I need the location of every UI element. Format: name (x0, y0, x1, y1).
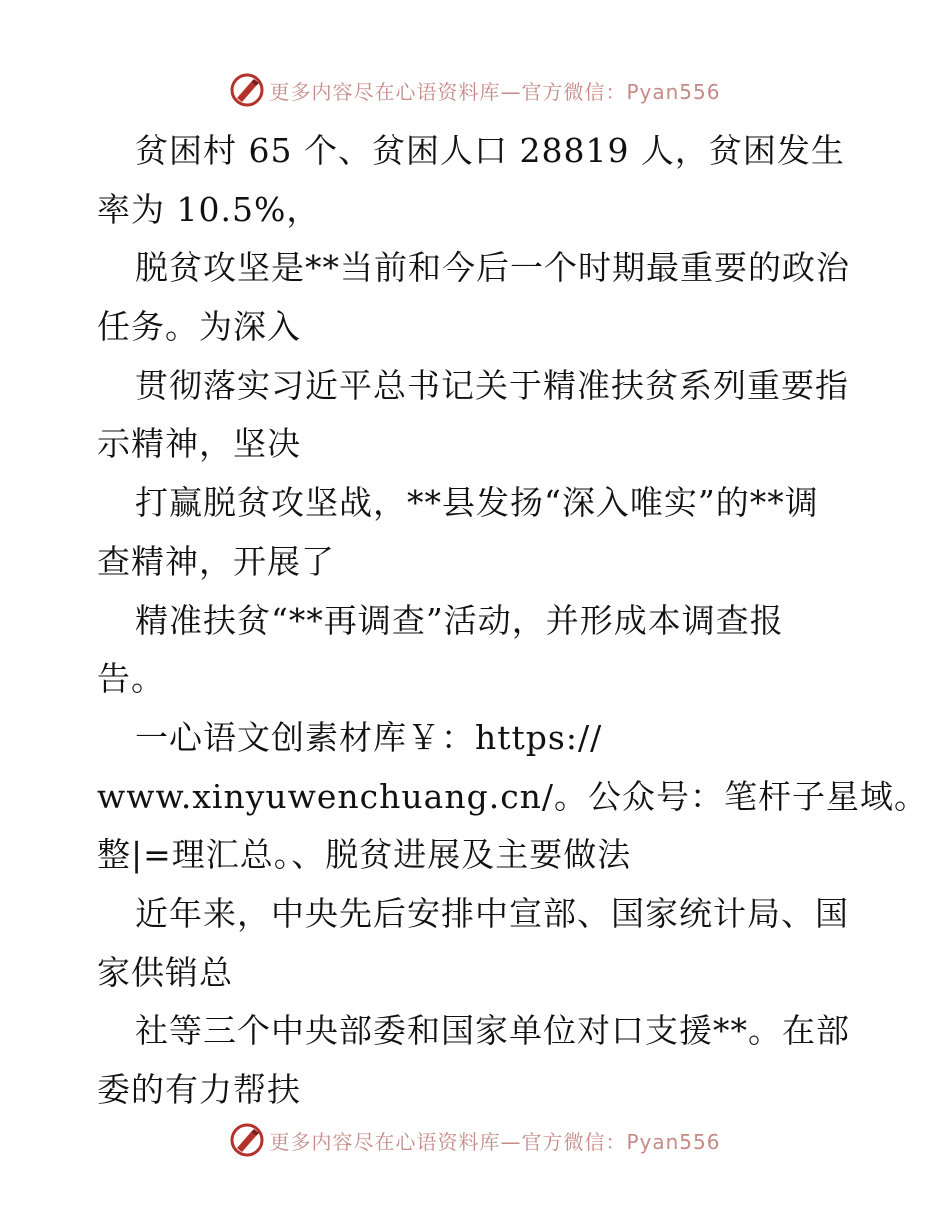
text-line: www.xinyuwenchuang.cn/。公众号：笔杆子星域。 (97, 776, 929, 816)
text-line: 示精神，坚决 (97, 424, 301, 464)
text-line: 查精神，开展了 (97, 541, 335, 581)
text-line: 任务。为深入 (97, 307, 301, 347)
text-line: 贯彻落实习近平总书记关于精准扶贫系列重要指 (135, 365, 849, 405)
text-line: 精准扶贫“**再调查”活动，并形成本调查报 (135, 600, 784, 640)
text-line: 打赢脱贫攻坚战，**县发扬“深入唯实”的**调 (135, 483, 819, 523)
pen-logo-icon (229, 72, 265, 108)
watermark-text: 更多内容尽在心语资料库—官方微信：Pyan556 (269, 79, 721, 104)
text-line: 家供销总 (97, 952, 233, 992)
text-line: 告。 (97, 659, 165, 699)
text-line: 整|=理汇总。、脱贫进展及主要做法 (97, 835, 632, 875)
text-line: 一心语文创素材库￥：https:// (135, 717, 603, 757)
text-line: 贫困村 65 个、贫困人口 28819 人，贫困发生 (135, 131, 845, 170)
text-line: 脱贫攻坚是**当前和今后一个时期最重要的政治 (135, 248, 850, 288)
text-line: 率为 10.5%， (97, 189, 321, 229)
watermark-footer (0, 1120, 950, 1160)
pen-logo-icon (229, 1122, 265, 1158)
watermark-header (0, 70, 950, 110)
text-line: 委的有力帮扶 (97, 1070, 301, 1109)
document-body (97, 122, 929, 1120)
watermark-text: 更多内容尽在心语资料库—官方微信：Pyan556 (269, 1129, 721, 1154)
text-line: 近年来，中央先后安排中宣部、国家统计局、国 (135, 893, 849, 933)
text-line: 社等三个中央部委和国家单位对口支援**。在部 (135, 1011, 850, 1051)
